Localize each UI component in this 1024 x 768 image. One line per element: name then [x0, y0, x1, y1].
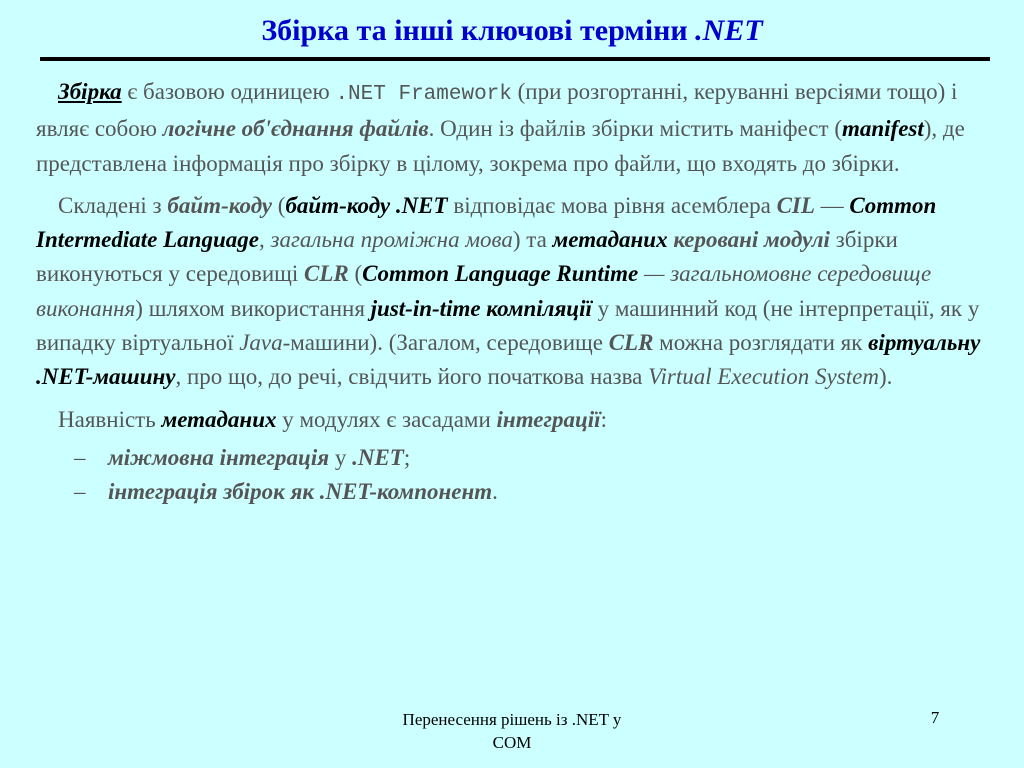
page-number: 7 — [930, 708, 940, 727]
text-span: у модулях є засадами — [276, 406, 497, 432]
text-span: Наявність — [58, 406, 162, 432]
text-span: ) шляхом використання — [135, 295, 371, 321]
text-span: — — [638, 261, 671, 287]
term-integration: інтеграції — [496, 406, 601, 432]
term-net: .NET — [352, 444, 404, 470]
text-span: є базовою одиницею — [121, 79, 336, 104]
text-span: ; — [403, 444, 411, 470]
title-divider — [40, 57, 990, 61]
term-assembly-component-integration: інтеграція збірок як .NET-компонент — [108, 479, 493, 505]
text-span: ). — [878, 364, 893, 390]
term-logical-union: логічне об'єднання файлів — [162, 116, 429, 142]
term-common-language-runtime: Common Language Runtime — [362, 261, 639, 287]
term-net-framework: .NET Framework — [335, 83, 512, 106]
text-span: -машини). (Загалом, середовище — [282, 330, 609, 356]
integration-list — [36, 441, 984, 510]
footer-line-2: COM — [492, 733, 532, 752]
term-common-intermediate-language: Common Intermediate Language — [36, 192, 937, 253]
term-virtual-net-machine: віртуальну .NET-машину — [36, 330, 981, 390]
term-clr-translation: загальномовне середовище виконання — [36, 261, 932, 321]
slide-title — [0, 14, 1024, 48]
term-clr: CLR — [608, 330, 654, 356]
term-manifest: manifest — [841, 116, 924, 142]
text-span: ( — [272, 192, 286, 218]
paragraph-integration — [36, 403, 984, 437]
term-cross-language-integration: міжмовна інтеграція — [108, 444, 330, 470]
term-jit-compilation: just-in-time компіляції — [370, 295, 592, 321]
footer-line-1: Перенесення рішень із .NET у — [402, 710, 622, 729]
list-item — [36, 475, 984, 509]
text-span: ), де представлена інформація про збірку в цілому, зокрема про файли, що входять до збірки. — [36, 116, 965, 176]
text-span: у машинний код (не інтерпретації, як у випадку віртуальної — [36, 295, 980, 356]
term-java: Java — [239, 330, 283, 356]
term-cil-translation: , загальна проміжна мова — [258, 227, 513, 253]
term-bytecode: байт-коду — [167, 192, 273, 218]
term-virtual-execution-system: Virtual Execution System — [648, 364, 879, 390]
term-net-bytecode: байт-коду .NET — [285, 192, 448, 218]
slide-footer — [372, 708, 652, 754]
term-managed-modules: керовані модулі — [673, 227, 830, 253]
slide-title-main: Збірка та інші ключові терміни — [261, 14, 696, 47]
paragraph-modules — [36, 189, 984, 395]
text-span: у — [329, 444, 353, 470]
paragraph-assembly — [36, 75, 984, 181]
text-span: ( — [348, 261, 363, 287]
dash-bullet: – — [74, 444, 86, 470]
text-span: можна розглядати як — [653, 330, 869, 356]
dash-bullet: – — [74, 479, 86, 505]
term-metadata: метаданих — [552, 227, 668, 253]
text-span: Складені з — [58, 192, 168, 218]
text-span: відповідає мова рівня асемблера — [447, 192, 777, 218]
list-item — [36, 441, 984, 475]
slide-title-net: .NET — [695, 14, 763, 47]
text-span: ) та — [512, 227, 553, 253]
slide-content — [36, 75, 984, 510]
term-metadata: метаданих — [161, 406, 277, 432]
text-span: : — [600, 406, 607, 432]
text-span: (при розгортанні, керуванні версіями тощо) і являє собою — [36, 79, 958, 142]
term-assembly: Збірка — [58, 79, 122, 104]
text-span: . Один із файлів збірки містить маніфест ( — [428, 116, 842, 142]
text-span: . — [492, 479, 498, 505]
text-span: збірки виконуються у середовищі — [36, 227, 898, 287]
term-cil: CIL — [776, 192, 815, 218]
term-clr: CLR — [304, 261, 349, 287]
text-span: , про що, до речі, свідчить його початкова назва — [175, 364, 649, 390]
text-span: — — [814, 192, 850, 218]
